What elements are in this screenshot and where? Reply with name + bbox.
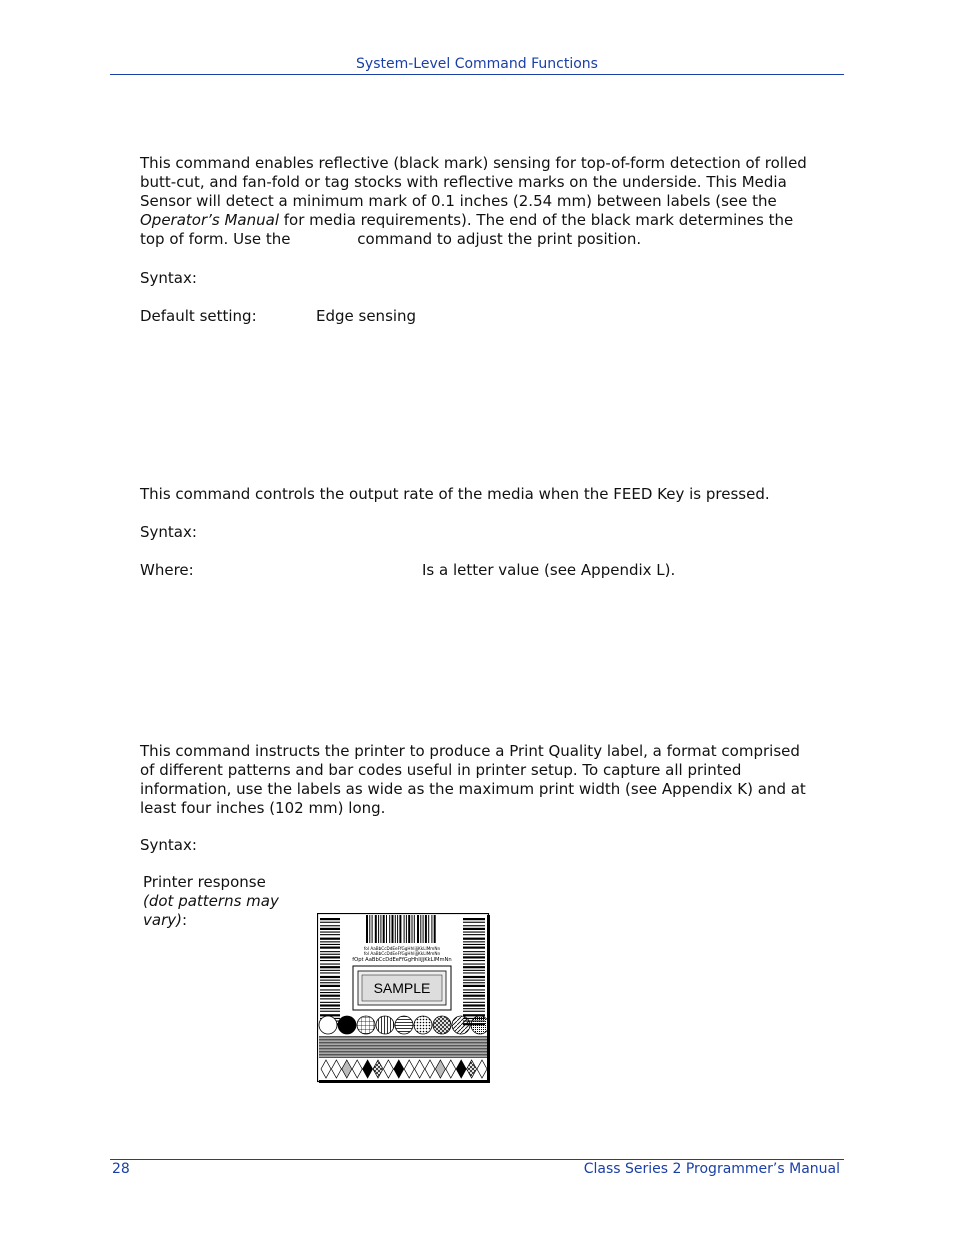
barcode-bar [372, 915, 373, 943]
barcode-bar [463, 982, 485, 983]
para-text: for media requirements). The end of the black mark determines the [279, 211, 794, 229]
barcode-bar [320, 992, 340, 993]
barcode-bar [320, 1008, 340, 1009]
barcode-bar [320, 922, 340, 923]
header-rule [110, 74, 844, 75]
para-text: top of form. Use the [140, 230, 296, 248]
para-line: least four inches (102 mm) long. [140, 799, 386, 817]
section2-syntax-label: Syntax: [140, 523, 197, 541]
barcode-bar [320, 951, 340, 952]
barcode-bar [463, 980, 485, 981]
barcode-bar [434, 915, 436, 943]
barcode-bar [320, 985, 340, 987]
barcode-bar [463, 1004, 485, 1006]
barcode-bar [463, 989, 485, 990]
page-number: 28 [112, 1161, 130, 1177]
barcode-bar [320, 918, 340, 920]
barcode-bar [414, 915, 415, 943]
barcode-bar [431, 915, 432, 943]
barcode-bar [369, 915, 370, 943]
default-setting-label: Default setting: [140, 307, 257, 325]
barcode-bar [463, 956, 485, 958]
manual-title: Class Series 2 Programmer’s Manual [583, 1161, 840, 1177]
barcode-bar [463, 954, 485, 955]
barcode-bar [320, 1004, 340, 1006]
header-title: System-Level Command Functions [356, 56, 598, 72]
barcode-bar [320, 980, 340, 981]
barcode-bar [463, 998, 485, 999]
para-line [140, 230, 844, 249]
barcode-bar [320, 947, 340, 949]
para-line: butt-cut, and fan-fold or tag stocks with reflective marks on the underside. This Media [140, 173, 787, 191]
print-quality-sample-label [317, 913, 490, 1083]
barcode-bar [463, 995, 485, 997]
barcode-bar [463, 1002, 485, 1003]
barcode-bar [320, 954, 340, 955]
barcode-bar [463, 992, 485, 993]
printer-response-label [143, 873, 293, 930]
pattern-circle [357, 1016, 375, 1034]
barcode-bar [366, 915, 368, 943]
barcode-bar [378, 915, 379, 943]
response-text: Printer response [143, 873, 266, 891]
barcode-bar [320, 995, 340, 997]
barcode-bar [463, 947, 485, 949]
barcode-bar [463, 938, 485, 940]
barcode-bar [463, 928, 485, 930]
barcode-bar [408, 915, 410, 943]
barcode-bar [412, 915, 413, 943]
top-barcode [366, 915, 436, 943]
barcode-bar [392, 915, 394, 943]
barcode-bar [320, 982, 340, 983]
barcode-bar [420, 915, 421, 943]
barcode-bar [320, 1011, 340, 1012]
barcode-bar [320, 966, 340, 968]
barcode-bar [320, 989, 340, 990]
barcode-bar [417, 915, 419, 943]
barcode-bar [463, 976, 485, 978]
barcode-bar [404, 915, 405, 943]
barcode-bar [320, 941, 340, 942]
pattern-circle [319, 1016, 337, 1034]
barcode-bar [320, 928, 340, 930]
barcode-bar [320, 970, 340, 971]
para-line: This command enables reflective (black mark) sensing for top-of-form detection of rolled [140, 154, 807, 172]
barcode-bar [463, 1008, 485, 1009]
pattern-circle [338, 1016, 356, 1034]
default-setting-value: Edge sensing [316, 307, 417, 325]
section3-paragraph [140, 742, 844, 818]
barcode-bar [423, 915, 424, 943]
barcode-bar [463, 934, 485, 935]
barcode-bar [386, 915, 387, 943]
pattern-circle [452, 1016, 470, 1034]
barcode-bar [463, 918, 485, 920]
pattern-circle [433, 1016, 451, 1034]
section3-syntax-label: Syntax: [140, 836, 197, 854]
barcode-bar [320, 944, 340, 945]
barcode-bar [320, 932, 340, 933]
section2-paragraph: This command controls the output rate of the media when the FEED Key is pressed. [140, 485, 770, 503]
para-line [140, 211, 844, 230]
where-label: Where: [140, 561, 194, 579]
barcode-bar [380, 915, 381, 943]
para-line: of different patterns and bar codes useful in printer setup. To capture all printed [140, 761, 742, 779]
barcode-bar [320, 925, 340, 926]
section1-syntax-label: Syntax: [140, 269, 197, 287]
barcode-bar [397, 915, 398, 943]
barcode-bar [428, 915, 429, 943]
pattern-circle [395, 1016, 413, 1034]
pattern-circle [414, 1016, 432, 1034]
barcode-bar [463, 944, 485, 945]
barcode-bar [383, 915, 385, 943]
para-text: command to adjust the print position. [357, 230, 642, 248]
barcode-bar [320, 964, 340, 965]
barcode-bar [320, 976, 340, 978]
pattern-circle [376, 1016, 394, 1034]
barcode-bar [463, 951, 485, 952]
barcode-bar [463, 925, 485, 926]
sample-tiny-text: fol AaBbCcDdEeFfGgHhIiJjKkLlMmNn [363, 951, 441, 956]
where-value: Is a letter value (see Appendix L). [422, 561, 676, 579]
footer-rule [110, 1159, 844, 1160]
barcode-bar [463, 964, 485, 965]
barcode-bar [399, 915, 401, 943]
barcode-bar [463, 932, 485, 933]
barcode-bar [463, 985, 485, 987]
para-line: This command instructs the printer to produce a Print Quality label, a format comprised [140, 742, 800, 760]
sample-tiny-text: fOpt AaBbCcDdEeFfGgHhIiJjKkLlMmNn [352, 957, 452, 963]
barcode-bar [320, 938, 340, 940]
sample-tiny-text: fol AaBbCcDdEeFfGgHhIiJjKkLlMmNn [363, 946, 441, 951]
barcode-bar [320, 960, 340, 961]
barcode-bar [463, 970, 485, 971]
sample-text: SAMPLE [373, 980, 431, 996]
barcode-bar [389, 915, 390, 943]
barcode-bar [463, 922, 485, 923]
barcode-bar [406, 915, 407, 943]
response-suffix: : [181, 911, 188, 929]
barcode-bar [320, 972, 340, 973]
barcode-bar [463, 972, 485, 973]
barcode-bar [320, 998, 340, 999]
barcode-bar [375, 915, 377, 943]
section1-paragraph [140, 154, 844, 249]
barcode-bar [320, 1002, 340, 1003]
para-line: information, use the labels as wide as the maximum print width (see Appendix K) and at [140, 780, 806, 798]
barcode-bar [463, 1011, 485, 1012]
barcode-bar [463, 941, 485, 942]
manual-reference: Operator’s Manual [140, 211, 279, 229]
barcode-bar [463, 960, 485, 961]
dot-pattern-circles [319, 1016, 489, 1034]
barcode-bar [320, 956, 340, 958]
barcode-bar [463, 966, 485, 968]
barcode-bar [425, 915, 427, 943]
pattern-circle [471, 1016, 489, 1034]
barcode-bar [395, 915, 396, 943]
response-note: (dot patterns may vary) [143, 892, 279, 929]
para-line: Sensor will detect a minimum mark of 0.1 inches (2.54 mm) between labels (see the [140, 192, 777, 210]
barcode-bar [320, 934, 340, 935]
